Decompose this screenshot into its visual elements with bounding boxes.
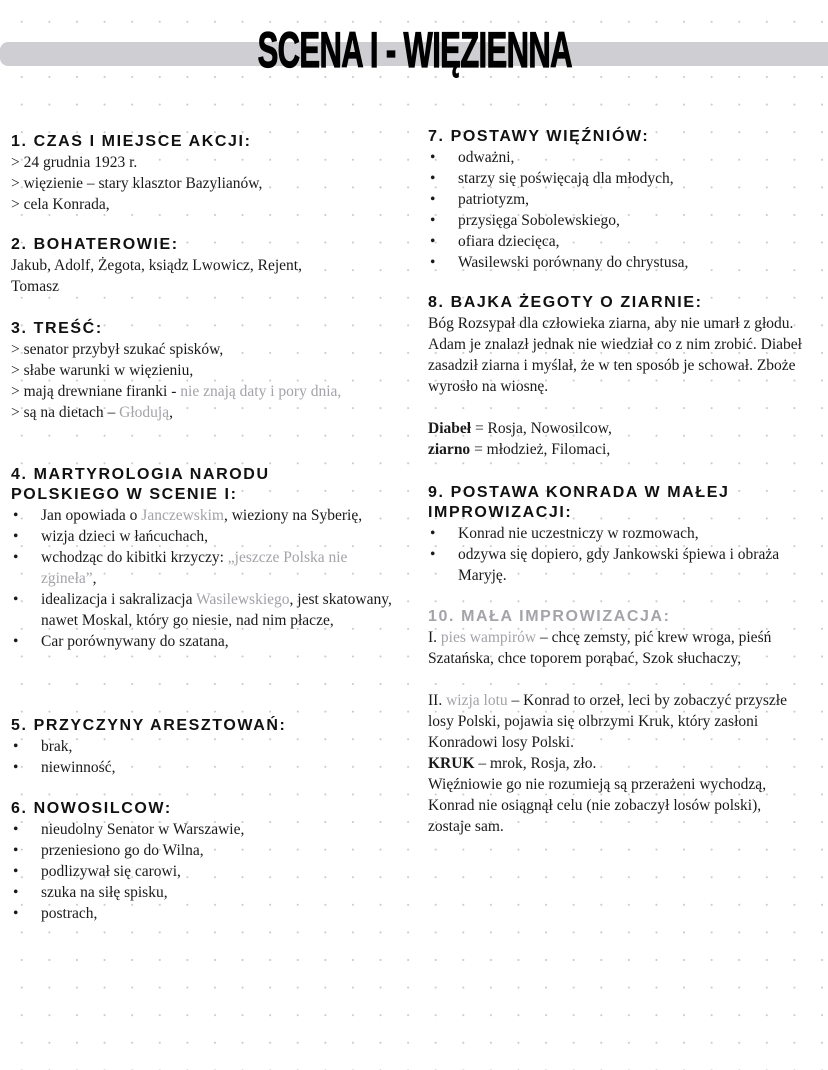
- text-paragraph: Konrad nie osiągnął celu (nie zobaczył losów polski), zostaje sam.: [428, 797, 762, 835]
- list-item: [11, 631, 396, 652]
- section-martyrologia: [11, 465, 403, 652]
- list-item: [11, 589, 396, 631]
- text: – chcę zemsty, pić krew wroga, pieśń Szatańska, chce toporem porąbać, Szok słuchaczy,: [428, 629, 772, 667]
- list-item: [11, 819, 403, 840]
- text: brak,: [41, 738, 73, 755]
- bullet-list: [11, 736, 403, 778]
- highlight-text: Wasilewskiego: [196, 591, 290, 608]
- text: – Konrad to orzeł, leci by zobaczyć przyszłe losy Polski, pojawia się olbrzymi Kruk, który zasłoni Konradowi losy Polski.: [428, 692, 787, 751]
- list-item: [11, 736, 403, 757]
- text: ,: [169, 404, 173, 421]
- bullet-icon: •: [430, 170, 436, 187]
- section-bajka-zegoty: [428, 293, 820, 460]
- section-czas-miejsce: [11, 132, 403, 215]
- text-paragraph: Jakub, Adolf, Żegota, ksiądz Lwowicz, Rejent, Tomasz: [11, 257, 302, 295]
- bullet-icon: •: [13, 884, 19, 901]
- section-mala-improwizacja: [428, 607, 820, 837]
- bullet-icon: •: [13, 633, 19, 650]
- list-item: [428, 523, 798, 544]
- bullet-icon: •: [430, 212, 436, 229]
- list-item: [428, 210, 820, 231]
- list-item: [11, 526, 396, 547]
- text-line: > słabe warunki w więzieniu,: [11, 362, 194, 379]
- section-nowosilcow: [11, 799, 403, 924]
- text: odzywa się dopiero, gdy Jankowski śpiewa i obraża Maryję.: [458, 546, 780, 584]
- section-heading: 9. POSTAWA KONRADA W MAŁEJ IMPROWIZACJI:: [428, 484, 730, 521]
- bullet-list: [428, 147, 820, 273]
- list-item: [11, 903, 403, 924]
- section-heading: 3. TREŚĆ:: [11, 320, 103, 337]
- text-line: [428, 753, 820, 774]
- text: Car porównywany do szatana,: [41, 633, 229, 650]
- text: II.: [428, 692, 447, 709]
- page-title: SCENA I - WIĘZIENNA: [257, 22, 572, 78]
- text: patriotyzm,: [458, 191, 530, 208]
- list-item: [428, 544, 798, 586]
- section-heading: 10. MAŁA IMPROWIZACJA:: [428, 608, 671, 625]
- section-heading: 1. CZAS I MIEJSCE AKCJI:: [11, 133, 252, 150]
- text-line: [428, 439, 820, 460]
- text-paragraph: Więźniowie go nie rozumieją są przerażeni wychodzą,: [428, 776, 767, 793]
- text: , jest skatowany, nawet Moskal, który go niesie, nad nim płacze,: [41, 591, 392, 629]
- text: odważni,: [458, 149, 515, 166]
- text: – mrok, Rosja, zło.: [474, 755, 597, 772]
- highlight-text: wizja lotu: [446, 692, 508, 709]
- bullet-icon: •: [430, 149, 436, 166]
- text: ofiara dziecięca,: [458, 233, 560, 250]
- bullet-icon: •: [13, 863, 19, 880]
- text: Jan opowiada o: [41, 507, 142, 524]
- list-item: [428, 252, 820, 273]
- bullet-icon: •: [430, 546, 436, 563]
- list-item: [11, 757, 403, 778]
- highlight-text: nie znają daty i pory dnia,: [180, 383, 342, 400]
- text-line: > senator przybył szukać spisków,: [11, 341, 224, 358]
- bullet-icon: •: [430, 254, 436, 271]
- text: = młodzież, Filomaci,: [470, 441, 611, 458]
- bullet-icon: •: [13, 842, 19, 859]
- list-item: [11, 882, 403, 903]
- text: przeniesiono go do Wilna,: [41, 842, 204, 859]
- text: idealizacja i sakralizacja: [41, 591, 197, 608]
- list-item: [11, 840, 403, 861]
- bullet-icon: •: [13, 738, 19, 755]
- text: nieudolny Senator w Warszawie,: [41, 821, 245, 838]
- list-item: [11, 547, 396, 589]
- bullet-icon: •: [13, 549, 19, 566]
- bold-term: KRUK: [428, 755, 475, 772]
- bullet-icon: •: [430, 525, 436, 542]
- list-item: [428, 231, 820, 252]
- section-heading: 4. MARTYROLOGIA NARODU POLSKIEGO W SCENIE I:: [11, 466, 270, 503]
- section-tresc: [11, 319, 403, 423]
- section-heading: 5. PRZYCZYNY ARESZTOWAŃ:: [11, 717, 287, 734]
- text: I.: [428, 629, 441, 646]
- section-heading: 6. NOWOSILCOW:: [11, 800, 172, 817]
- list-item: [11, 861, 403, 882]
- text-paragraph: [428, 627, 803, 669]
- list-item: [428, 168, 820, 189]
- text: Konrad nie uczestniczy w rozmowach,: [458, 525, 699, 542]
- section-heading: 2. BOHATEROWIE:: [11, 236, 179, 253]
- section-heading: 8. BAJKA ŻEGOTY O ZIARNIE:: [428, 294, 703, 311]
- text-line: > 24 grudnia 1923 r.: [11, 154, 138, 171]
- text: , wieziony na Syberię,: [223, 507, 363, 524]
- bullet-icon: •: [13, 528, 19, 545]
- bullet-icon: •: [430, 233, 436, 250]
- list-item: [428, 147, 820, 168]
- text-line: [11, 402, 403, 423]
- text-paragraph: Bóg Rozsypał dla człowieka ziarna, aby nie umarł z głodu. Adam je znalazł jednak nie wiedział co z nim zrobić. Diabeł zasadził ziarna i myślał, że w ten sposób je schował. Zboże wyrosło na wiosnę.: [428, 315, 802, 395]
- text: przysięga Sobolewskiego,: [458, 212, 620, 229]
- section-heading: 7. POSTAWY WIĘŹNIÓW:: [428, 128, 650, 145]
- bold-term: Diabeł: [428, 420, 472, 437]
- highlight-text: Głodują: [119, 404, 170, 421]
- highlight-text: pies wampirów: [440, 629, 537, 646]
- text-line: > cela Konrada,: [11, 196, 110, 213]
- text-line: > więzienie – stary klasztor Bazylianów,: [11, 175, 263, 192]
- bold-term: ziarno: [428, 441, 471, 458]
- section-postawy-wiezniow: [428, 127, 820, 273]
- bullet-icon: •: [430, 191, 436, 208]
- text: > mają drewniane firanki -: [11, 383, 181, 400]
- text: > są na dietach –: [11, 404, 120, 421]
- text: = Rosja, Nowosilcow,: [471, 420, 612, 437]
- bullet-list: [428, 523, 798, 586]
- section-przyczyny: [11, 716, 403, 778]
- list-item: [11, 505, 396, 526]
- bullet-icon: •: [13, 821, 19, 838]
- highlight-text: Janczewskim: [141, 507, 224, 524]
- text-line: [11, 381, 391, 402]
- text: Wasilewski porównany do chrystusa,: [458, 254, 689, 271]
- bullet-icon: •: [13, 905, 19, 922]
- text: wchodząc do kibitki krzyczy:: [41, 549, 228, 566]
- text: szuka na siłę spisku,: [41, 884, 168, 901]
- bullet-icon: •: [13, 759, 19, 776]
- highlight-text: „jeszcze Polska nie zgineła”: [41, 549, 348, 587]
- text: starzy się poświęcają dla młodych,: [458, 170, 674, 187]
- section-bohaterowie: [11, 235, 403, 297]
- bullet-icon: •: [13, 507, 19, 524]
- text-paragraph: [428, 690, 803, 753]
- text: podlizywał się carowi,: [41, 863, 181, 880]
- text: ,: [92, 570, 97, 587]
- section-postawa-konrada: [428, 483, 820, 586]
- bullet-list: [11, 505, 396, 652]
- bullet-list: [11, 819, 403, 924]
- text: wizja dzieci w łańcuchach,: [41, 528, 208, 545]
- text: niewinność,: [41, 759, 116, 776]
- list-item: [428, 189, 820, 210]
- text: postrach,: [41, 905, 98, 922]
- bullet-icon: •: [13, 591, 19, 608]
- text-line: [428, 418, 820, 439]
